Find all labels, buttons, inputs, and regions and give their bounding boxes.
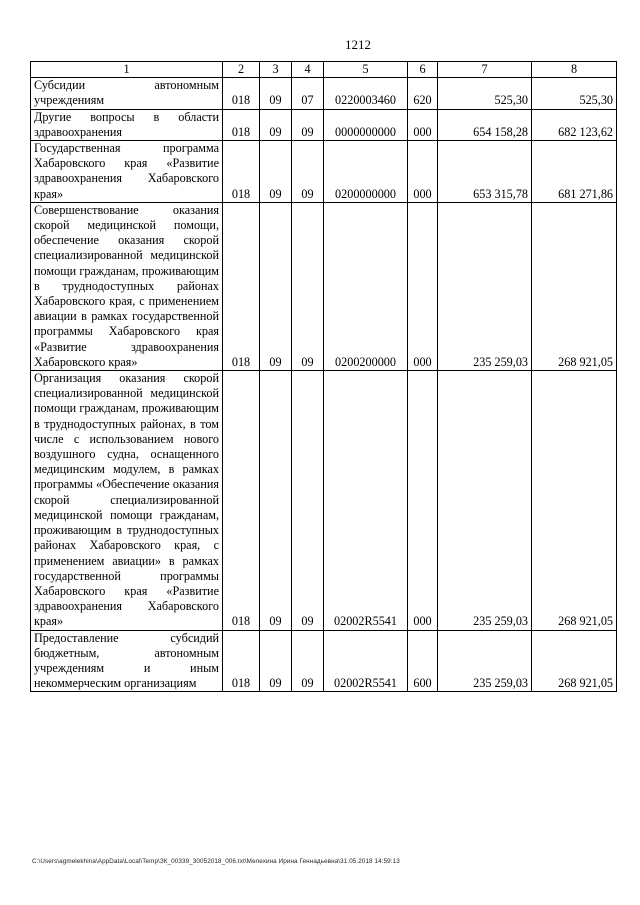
- code-expense-type: 620: [408, 78, 438, 109]
- table-row: [31, 141, 617, 203]
- table-row: [31, 78, 617, 109]
- code-subsection: 09: [292, 109, 324, 140]
- amount-col8: 525,30: [532, 78, 617, 109]
- table-row: [31, 109, 617, 140]
- code-expense-type: 000: [408, 371, 438, 630]
- amount-col7: 235 259,03: [438, 371, 532, 630]
- code-target: 0000000000: [324, 109, 408, 140]
- column-header: 4: [292, 62, 324, 78]
- code-section: 09: [260, 109, 292, 140]
- row-name: Другие вопросы в области здравоохранения: [31, 109, 223, 140]
- amount-col7: 525,30: [438, 78, 532, 109]
- file-path-footer: C:\Users\agmelekhina\AppData\Local\Temp\ЗК_00339_30052018_006.txt\Мелехина Ирина Геннадьевна\31.05.2018 14:59:13: [32, 858, 400, 865]
- amount-col8: 681 271,86: [532, 141, 617, 203]
- code-expense-type: 600: [408, 630, 438, 692]
- amount-col8: 268 921,05: [532, 202, 617, 370]
- column-header: 5: [324, 62, 408, 78]
- code-subsection: 09: [292, 202, 324, 370]
- code-expense-type: 000: [408, 109, 438, 140]
- code-expense-type: 000: [408, 141, 438, 203]
- row-name: Организация оказания скорой специализированной медицинской помощи гражданам, проживающим в труднодоступных районах, в том числе с использованием нового воздушного судна, оснащенного медицинским модулем, в рамках программы «Обеспечение оказания скорой специализированной медицинской помощи гражданам, проживающим в труднодоступных районах Хабаровского края, с применением авиации» в рамках государственной программы Хабаровского края «Развитие здравоохранения Хабаровского края»: [31, 371, 223, 630]
- code-section: 09: [260, 78, 292, 109]
- code-target: 0220003460: [324, 78, 408, 109]
- code-target: 0200000000: [324, 141, 408, 203]
- code-ministry: 018: [223, 141, 260, 203]
- table-row: [31, 202, 617, 370]
- amount-col7: 235 259,03: [438, 630, 532, 692]
- row-name: Субсидии автономным учреждениям: [31, 78, 223, 109]
- budget-table: [30, 61, 617, 692]
- amount-col8: 268 921,05: [532, 630, 617, 692]
- code-target: 0200200000: [324, 202, 408, 370]
- row-name: Совершенствование оказания скорой медицинской помощи, обеспечение оказания скорой специализированной медицинской помощи гражданам, проживающим в труднодоступных районах Хабаровского края, с применением авиации в рамках государственной программы Хабаровского края «Развитие здравоохранения Хабаровского края»: [31, 202, 223, 370]
- amount-col7: 235 259,03: [438, 202, 532, 370]
- header-row: [31, 62, 617, 78]
- column-header: 2: [223, 62, 260, 78]
- row-name: Предоставление субсидий бюджетным, автономным учреждениям и иным некоммерческим организациям: [31, 630, 223, 692]
- code-section: 09: [260, 371, 292, 630]
- amount-col7: 654 158,28: [438, 109, 532, 140]
- code-ministry: 018: [223, 371, 260, 630]
- code-subsection: 09: [292, 141, 324, 203]
- code-ministry: 018: [223, 630, 260, 692]
- code-subsection: 09: [292, 630, 324, 692]
- column-header: 3: [260, 62, 292, 78]
- page-number: 1212: [345, 37, 371, 52]
- code-target: 02002R5541: [324, 630, 408, 692]
- column-header: 8: [532, 62, 617, 78]
- table-row: [31, 630, 617, 692]
- row-name: Государственная программа Хабаровского края «Развитие здравоохранения Хабаровского края»: [31, 141, 223, 203]
- code-section: 09: [260, 202, 292, 370]
- code-ministry: 018: [223, 109, 260, 140]
- code-section: 09: [260, 141, 292, 203]
- code-subsection: 09: [292, 371, 324, 630]
- code-target: 02002R5541: [324, 371, 408, 630]
- table-row: [31, 371, 617, 630]
- column-header: 1: [31, 62, 223, 78]
- code-ministry: 018: [223, 202, 260, 370]
- code-expense-type: 000: [408, 202, 438, 370]
- column-header: 7: [438, 62, 532, 78]
- column-header: 6: [408, 62, 438, 78]
- code-section: 09: [260, 630, 292, 692]
- amount-col8: 682 123,62: [532, 109, 617, 140]
- code-ministry: 018: [223, 78, 260, 109]
- code-subsection: 07: [292, 78, 324, 109]
- amount-col7: 653 315,78: [438, 141, 532, 203]
- amount-col8: 268 921,05: [532, 371, 617, 630]
